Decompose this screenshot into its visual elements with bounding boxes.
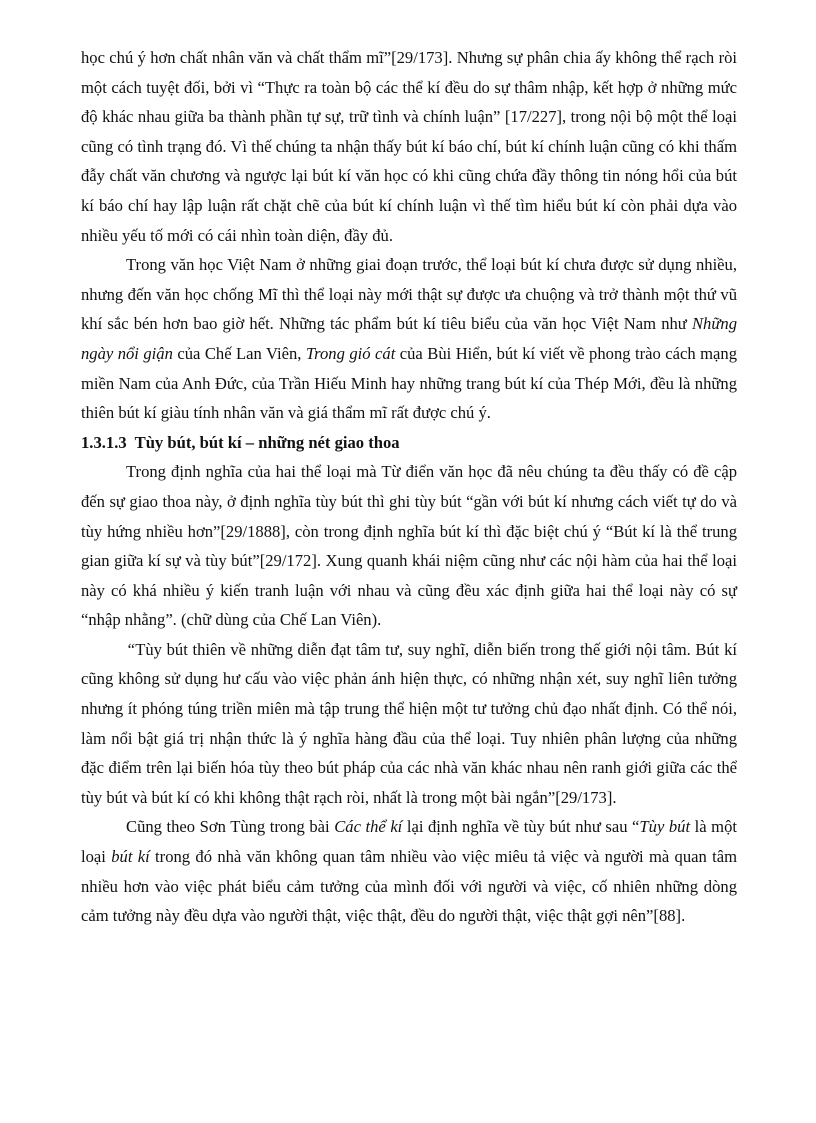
paragraph-text: lại định nghĩa về tùy bút như sau “ [402, 817, 640, 837]
paragraph-text: trong đó nhà văn không quan tâm nhiều vào việc miêu tả việc và người mà quan tâm nhiều hơn vào việc phát biểu cảm tưởng của mình đối với người và việc, cố nhiên những dòng cảm tưởng này đều dựa vào người thật, việc thật, đều do người thật, việc thật gợi nên”[88]. [81, 847, 738, 926]
paragraph-text: Trong văn học Việt Nam ở những giai đoạn trước, thể loại bút kí chưa được sử dụng nhiều, nhưng đến văn học chống Mĩ thì thể loại này mới thật sự được ưa chuộng và trở thành một thứ vũ khí sắc bén hơn bao giờ hết. Những tác phẩm bút kí tiêu biểu của văn học Việt Nam như [81, 255, 737, 334]
work-title: Trong gió cát [305, 343, 396, 363]
term: bút kí [111, 847, 150, 867]
paragraph-text: của Bùi Hiển, bút kí viết về phong trào cách mạng miền Nam của Anh Đức, của Trần Hiếu Minh hay những trang bút kí của Thép Mới, đều là những thiên bút kí giàu tính nhân văn và giá thẩm mĩ rất được chú ý. [81, 343, 737, 423]
open-quote: “ [126, 639, 136, 659]
paragraph-son-tung [81, 812, 737, 930]
section-number: 1.3.1.3 [81, 432, 127, 452]
section-heading [81, 428, 737, 458]
work-title: Những ngày nổi giận [81, 314, 737, 363]
paragraph-text: Cũng theo Sơn Tùng trong bài [126, 817, 335, 837]
paragraph-literature-history [81, 250, 737, 428]
article-title: Các thể kí [334, 817, 403, 837]
section-title: Tùy bút, bút kí – những nét giao thoa [134, 432, 400, 452]
paragraph-continuation: học chú ý hơn chất nhân văn và chất thẩm mĩ”[29/173]. Nhưng sự phân chia ấy không thể rạch ròi một cách tuyệt đối, bởi vì “Thực ra toàn bộ các thể kí đều do sự thâm nhập, kết hợp ở những mức độ khác nhau giữa ba thành phần tự sự, trữ tình và chính luận” [17/227], trong nội bộ một thể loại cũng có tình trạng đó. Vì thế chúng ta nhận thấy bút kí báo chí, bút kí chính luận cũng có khi thấm đẫy chất văn chương và ngược lại bút kí văn học có khi cũng chứa đầy thông tin nóng hổi của bút kí báo chí hay lập luận rất chặt chẽ của bút kí chính luận vì thế tìm hiểu bút kí còn phải dựa vào nhiều yếu tố mới có cái nhìn toàn diện, đầy đủ. [81, 48, 737, 245]
document-page [81, 43, 737, 931]
paragraph-text: của Chế Lan Viên, [172, 343, 306, 363]
paragraph-quotation [81, 635, 737, 813]
paragraph-text: là một loại [81, 817, 737, 867]
paragraph-definitions: Trong định nghĩa của hai thể loại mà Từ điển văn học đã nêu chúng ta đều thấy có đề cập đến sự giao thoa này, ở định nghĩa tùy bút thì ghi tùy bút “gần với bút kí nhưng cách viết tự do và tùy hứng nhiều hơn”[29/1888], còn trong định nghĩa bút kí thì đặc biệt chú ý “Bút kí là thể trung gian giữa kí sự và tùy bút”[29/172]. Xung quanh khái niệm cũng như các nội hàm của hai thể loại này có khá nhiều ý kiến tranh luận với nhau và cũng đều xác định giữa hai thể loại này có sự “nhập nhằng”. (chữ dùng của Chế Lan Viên). [81, 462, 737, 630]
term: Tùy bút [639, 817, 691, 837]
paragraph-text: Tùy bút thiên về những diễn đạt tâm tư, suy nghĩ, diễn biến trong thế giới nội tâm. Bút kí cũng không sử dụng hư cấu vào việc phản ánh hiện thực, có những nhận xét, suy nghĩ liên tưởng nhưng ít phóng túng triền miên mà tập trung thể hiện một tư tưởng chủ đạo nhất định. Có thể nói, làm nổi bật giá trị nhận thức là ý nghĩa hàng đầu của thể loại. Tuy nhiên phân lượng của những đặc điểm trên lại biến hóa tùy theo bút pháp của các nhà văn khác nhau nên ranh giới giữa các thể tùy bút và bút kí có khi không thật rạch ròi, nhất là trong một bài ngắn”[29/173]. [81, 639, 737, 807]
